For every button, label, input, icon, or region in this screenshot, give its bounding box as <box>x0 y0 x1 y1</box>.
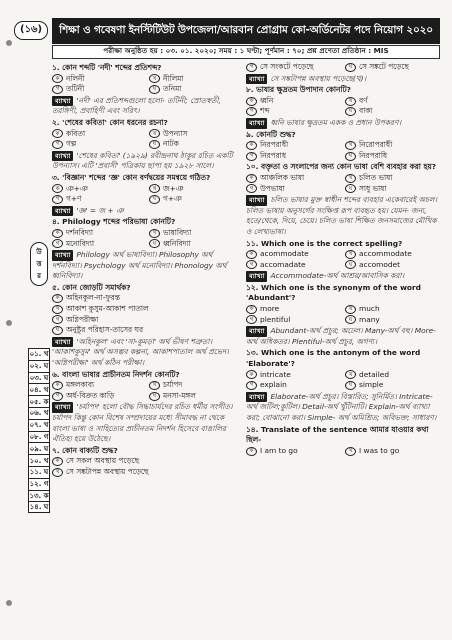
explanation <box>246 326 440 347</box>
text-label: Elaborate-অর্থ প্রচুর। বিস্তারিত; সুনির্মিত। Intricate- অর্থ জটিল;কুটিল। Detail-অর্থ খুঁটিনাটি। Explain-অর্থ ব্যাখ্যা করা; বোঝানো করা। Simple- অর্থ অমিশ্রিত; অবিভক্ত; সাধারণ। <box>246 391 437 422</box>
text-label: 'চর্যাপদ' হলো বৌদ্ধ সিদ্ধাচার্যদের রচিত ধর্মীয় সংগীত। চর্যাপদ কিন্তু কোন বিশেষ সম্প্রদায়ের মধ্যে সীমাবদ্ধ না থেকে বাংলা ভাষা ও সাহিত্যের প্রাচীনতম নিদর্শন হিসেবে বাঙালির ঐতিহ্য হয়ে উঠেছে। <box>52 402 233 444</box>
text-label: নাটক <box>163 139 179 149</box>
text-label: detailed <box>359 369 390 379</box>
question-7-continued <box>246 62 440 84</box>
text-label: গ+ণ <box>66 194 82 204</box>
answer-option <box>345 173 440 184</box>
text-label: acommodate <box>260 249 309 259</box>
options-list <box>246 62 440 73</box>
answer-option <box>246 173 341 184</box>
answer-option <box>345 184 440 195</box>
right-column <box>246 62 440 456</box>
text-label: নিরপরাধি <box>359 150 388 160</box>
option-marker: ক <box>246 141 257 150</box>
option-marker: ঘ <box>149 140 160 149</box>
text-label: সে সকল অবস্থায় পড়েছে <box>66 456 140 466</box>
option-marker: খ <box>52 305 63 314</box>
explanation <box>52 96 242 117</box>
text-label: উপভাষা <box>260 183 285 193</box>
answer-key-item: ০৪. খ <box>28 383 50 395</box>
answer-option <box>345 370 440 381</box>
answer-key-item: ০৮. গ <box>28 431 50 443</box>
answer-option <box>246 249 341 260</box>
answer-key-item: ০৩. ঘ <box>28 372 50 384</box>
question-12 <box>246 283 440 348</box>
option-marker: ঘ <box>345 381 356 390</box>
text-label: উপন্যাস <box>163 128 188 138</box>
answer-label <box>30 242 48 286</box>
text-label: explain <box>260 380 287 390</box>
answer-option <box>52 84 145 95</box>
answer-option <box>52 315 242 326</box>
answer-option <box>52 456 242 467</box>
option-marker: খ <box>345 305 356 314</box>
text-label: ব্যাখ্যা <box>246 271 267 282</box>
text-label: ব্যাখ্যা <box>246 118 267 129</box>
options-list <box>246 173 440 194</box>
text-label: আকাশ কুসুম-আকাশ পাতাল <box>66 304 149 314</box>
text-label: বাক্য <box>359 106 373 116</box>
text-label: অহিনকুল-না-ফুরন্ত <box>66 293 120 303</box>
text-label: নিরোপরাধী <box>359 140 393 150</box>
text-label: গ+ঞ <box>163 194 182 204</box>
explanation <box>52 151 242 172</box>
question-1 <box>52 63 242 117</box>
text-label: 'নদী' এর প্রতিশব্দগুলো হলো- তটিনী; স্রোতস্বতী, তরঙ্গিণী, প্রবাহিণী এবং সরিৎ। <box>52 95 221 116</box>
text-label: ৭. কোন বাক্যটি শুদ্ধ? <box>52 445 118 455</box>
answer-option <box>149 239 242 250</box>
explanation <box>52 250 242 282</box>
option-marker: গ <box>246 107 257 116</box>
question-8 <box>246 85 440 128</box>
options-list <box>52 456 242 477</box>
option-marker: ক <box>246 305 257 314</box>
question-2 <box>52 118 242 172</box>
question-7 <box>52 446 242 478</box>
option-marker: ক <box>246 97 257 106</box>
text-label: ৮. ভাষার ক্ষুদ্রতম উপাদান কোনটি? <box>246 85 351 95</box>
answer-key-item: ০১. খ <box>28 348 50 360</box>
text-label: accommodate <box>359 249 412 259</box>
text-label: অর্ধ-বিক্রত কাড়ি <box>66 390 115 400</box>
page-title: শিক্ষা ও গবেষণা ইনস্টিটিউট উপজেলা/আরবান প্রোগ্রাম কো-অর্ডিনেটর পদে নিয়োগ ২০২০ <box>52 18 440 44</box>
text-label: নিরপরাধ <box>260 150 286 160</box>
text-label: কবিতা <box>66 128 86 138</box>
option-marker: খ <box>149 184 160 193</box>
answer-option <box>52 129 145 140</box>
option-marker: ক <box>52 294 63 303</box>
page-number: (১৬) <box>14 21 48 40</box>
option-marker: খ <box>345 447 356 456</box>
text-label: ৯. কোনটি শুদ্ধ? <box>246 129 296 139</box>
answer-key-item: ১৩. ক <box>28 490 50 502</box>
text-label: তটিনী <box>66 84 85 94</box>
answer-option <box>52 380 145 391</box>
text-label: ব্যাখ্যা <box>52 96 73 107</box>
options-list <box>246 140 440 161</box>
text-label: সে সংকটে পড়েছে <box>260 62 314 71</box>
answer-option <box>345 106 440 117</box>
explanation <box>246 195 440 237</box>
text-label: Philology অর্থ ভাষাবিদ্যা। Philosophy অর্থ দর্শনবিদ্যা। Psychology অর্থ মনোবিদ্যা। Phonology অর্থ ধ্বনিবিদ্যা। <box>52 250 227 281</box>
option-marker: ক <box>52 74 63 83</box>
explanation <box>246 271 440 282</box>
question-11 <box>246 239 440 282</box>
text-label: সাধু ভাষা <box>359 183 387 193</box>
option-marker: ঘ <box>149 195 160 204</box>
option-marker: ঘ <box>345 107 356 116</box>
option-marker: ঘ <box>52 326 63 335</box>
answer-option <box>52 194 145 205</box>
answer-option <box>149 129 242 140</box>
text-label: ব্যাখ্যা <box>52 206 73 217</box>
answer-option <box>52 239 145 250</box>
options-list <box>52 228 242 249</box>
option-marker: ঘ <box>345 152 356 161</box>
option-marker: গ <box>246 315 257 324</box>
answer-option <box>246 260 341 271</box>
text-label: নিরপরাধী <box>260 140 289 150</box>
text-label: ১. কোন শব্দটি 'নদী' শব্দের প্রতিশব্দ? <box>52 63 162 72</box>
answer-key-item: ১০. খ <box>28 454 50 466</box>
option-marker: ক <box>52 129 63 138</box>
text-label: মনোবিদ্যা <box>66 238 95 248</box>
option-marker: ক <box>246 174 257 183</box>
answer-option <box>246 304 341 315</box>
answer-option <box>149 391 242 402</box>
option-marker: খ <box>149 74 160 83</box>
answer-option <box>149 194 242 205</box>
explanation <box>52 337 242 369</box>
text-label: ব্যাখ্যা <box>246 392 267 403</box>
answer-option <box>246 151 341 162</box>
text-label: ব্যাখ্যা <box>52 250 73 261</box>
text-label: ১০. বক্তৃতা ও সংলাপের জন্য কোন ভাষা বেশি ব্যবহার করা হয়? <box>246 162 437 172</box>
answer-option <box>246 370 341 381</box>
answer-option <box>52 467 242 478</box>
answer-option <box>345 380 440 391</box>
text-label: জ+ঞ <box>163 183 184 193</box>
text-label: ৩. 'বিজ্ঞান' শব্দের 'জ্ঞ' কোন বর্ণদ্বয়ের সমন্বয়ে গঠিত? <box>52 172 211 182</box>
explanation <box>246 118 440 129</box>
option-marker: খ <box>345 141 356 150</box>
exam-info: পরীক্ষা অনুষ্ঠিত হয় : ০৩. ০১. ২০২০; সময় : ১ ঘণ্টা; পূর্ণমান : ৭০; প্রশ্ন প্রণেতা প্রতিষ্ঠান : MIS <box>52 45 440 59</box>
option-marker: গ <box>52 315 63 324</box>
option-marker: ক <box>52 381 63 390</box>
answer-option <box>149 380 242 391</box>
question-5 <box>52 283 242 369</box>
text-label: more <box>260 304 280 314</box>
answer-key-item: ১১. ঘ <box>28 466 50 478</box>
answer-option <box>52 293 242 304</box>
option-marker: ঘ <box>149 85 160 94</box>
answer-option <box>246 380 341 391</box>
option-marker: গ <box>52 85 63 94</box>
binding-hole <box>6 40 12 46</box>
text-label: many <box>359 314 380 324</box>
text-label: চলিত ভাষা <box>359 172 393 182</box>
option-marker: খ <box>345 174 356 183</box>
text-label: 'অহিনকুল' এবং 'সা-কুমড়া' অর্থ ভীষণ শত্রুতা। 'আকাশকুসুম' অর্থ অসম্ভব কল্পনা, আকাশপাতাল অর্থ প্রভেদ। 'অগ্নিপরীক্ষা' অর্থ কঠিন পরীক্ষা। <box>52 336 229 368</box>
text-label: ভাষাবিদ্যা <box>163 227 192 237</box>
answer-option <box>52 139 145 150</box>
binding-hole <box>6 600 12 606</box>
text-label: ৫. কোন জোড়টি সমার্থক? <box>52 282 131 292</box>
explanation <box>52 402 242 444</box>
answer-option <box>52 228 145 239</box>
text-label: 'শেষের কবিতা' (১৯২৯) রবীন্দ্রনাথ ঠাকুর রচিত একটি উপন্যাস। এটি 'প্রবাসী' পত্রিকায় ছাপা হয় ১৯২৮ সালে। <box>52 150 233 171</box>
option-marker: গ <box>52 195 63 204</box>
text-label: মঙ্গলকাব্য <box>66 380 95 390</box>
text-label: ত্ত <box>36 260 42 268</box>
option-marker: গ <box>246 63 257 72</box>
question-14 <box>246 425 440 457</box>
answer-key-item: ০৫. ক <box>28 395 50 407</box>
options-list <box>52 293 242 335</box>
text-label: অনুষ্টুর পরিহাস-তাসের ঘর <box>66 325 144 335</box>
text-label: দর্শনবিদ্যা <box>66 227 94 237</box>
option-marker: খ <box>345 97 356 106</box>
text-label: গল্প <box>66 139 77 149</box>
text-label: ব্যাখ্যা <box>52 402 73 413</box>
answer-option <box>52 391 145 402</box>
text-label: তনিমা <box>163 84 182 94</box>
answer-option <box>52 74 145 85</box>
text-label: I am to go <box>260 445 298 455</box>
text-label: ব্যাখ্যা <box>246 326 267 337</box>
text-label: সে সঙ্কটে পড়েছে <box>359 62 409 71</box>
answer-option <box>149 74 242 85</box>
option-marker: খ <box>149 229 160 238</box>
answer-option <box>52 184 145 195</box>
answer-option <box>149 84 242 95</box>
option-marker: গ <box>246 184 257 193</box>
answer-option <box>149 184 242 195</box>
answer-option <box>149 228 242 239</box>
answer-key-item: ০২. ঘ <box>28 360 50 372</box>
text-label: ধ্বনি <box>260 95 274 105</box>
text-label: intricate <box>260 369 291 379</box>
option-marker: ঘ <box>345 63 356 72</box>
option-marker: খ <box>149 381 160 390</box>
options-list <box>52 129 242 150</box>
answer-option <box>246 446 341 457</box>
text-label: ১৩. Which one is the antonym of the word 'Elaborate'? <box>246 348 421 369</box>
option-marker: খ <box>149 129 160 138</box>
option-marker: ঘ <box>345 184 356 193</box>
text-label: ৪. Philology শব্দের পরিভাষা কোনটি? <box>52 217 176 227</box>
answer-option <box>246 62 341 73</box>
text-label: ব্যাখ্যা <box>52 337 73 348</box>
explanation <box>246 74 440 85</box>
answer-option <box>345 304 440 315</box>
option-marker: ঘ <box>345 315 356 324</box>
answer-option <box>345 96 440 107</box>
answer-option <box>246 140 341 151</box>
options-list <box>246 249 440 270</box>
answer-option <box>52 325 242 336</box>
answer-option <box>345 62 440 73</box>
option-marker: গ <box>52 140 63 149</box>
question-13 <box>246 348 440 423</box>
option-marker: ক <box>52 184 63 193</box>
answer-option <box>345 151 440 162</box>
answer-option <box>345 249 440 260</box>
explanation <box>246 392 440 424</box>
answer-option <box>246 184 341 195</box>
text-label: বর্ণ <box>359 95 368 105</box>
options-list <box>52 74 242 95</box>
options-list <box>52 184 242 205</box>
options-list <box>246 370 440 391</box>
left-column <box>52 62 242 478</box>
question-10 <box>246 162 440 237</box>
explanation <box>52 206 242 217</box>
text-label: চর্যাপদ <box>163 380 183 390</box>
option-marker: ক <box>246 250 257 259</box>
text-label: উ <box>36 248 42 256</box>
text-label: মনসা-মঙ্গল <box>163 390 196 400</box>
text-label: Accommodate-অর্থ আশ্রয়/আবাসিক করা। <box>270 271 405 281</box>
text-label: সে সঙ্কটাপন্ন অবস্থায় পড়েছে(খ)। <box>270 73 367 83</box>
text-label: ব্যাখ্যা <box>246 195 267 206</box>
text-label: র <box>37 272 41 280</box>
text-label: ১৪. Translate of the sentence আমার যাওয়ার কথা ছিল- <box>246 424 429 445</box>
answer-option <box>246 96 341 107</box>
answer-option <box>345 446 440 457</box>
text-label: ৬. বাংলা ভাষার প্রাচীনতম নিদর্শন কোনটি? <box>52 369 180 379</box>
answer-key-item: ১৪. ঘ <box>29 503 49 512</box>
answer-key-item: ১২. গ <box>28 478 50 490</box>
text-label: much <box>359 304 380 314</box>
options-list <box>246 304 440 325</box>
answer-option <box>149 139 242 150</box>
answer-key-item: ০৯. ঘ <box>28 442 50 454</box>
text-label: ধ্বনি ভাষার ক্ষুদ্রতম একক ও প্রধান উপকরণ। <box>270 117 402 127</box>
option-marker: ক <box>246 370 257 379</box>
answer-option <box>246 315 341 326</box>
option-marker: গ <box>52 239 63 248</box>
options-list <box>246 446 440 457</box>
option-marker: ক <box>52 229 63 238</box>
text-label: ১১. Which one is the correct spelling? <box>246 238 403 248</box>
option-marker: খ <box>52 468 63 477</box>
option-marker: ক <box>246 447 257 456</box>
answer-option <box>52 304 242 315</box>
option-marker: ঘ <box>149 239 160 248</box>
text-label: accomodet <box>359 259 401 269</box>
text-label: I was to go <box>359 445 400 455</box>
text-label: ধ্বনিবিদ্যা <box>163 238 191 248</box>
option-marker: গ <box>52 392 63 401</box>
text-label: ব্যাখ্যা <box>52 151 73 162</box>
text-label: নলিনী <box>66 73 85 83</box>
question-9 <box>246 130 440 162</box>
text-label: সে সঙ্কটাপন্ন অবস্থায় পড়েছে <box>66 466 149 476</box>
text-label: চলিত ভাষার মুক্ত স্বাধীন শব্দের ব্যবহার একেবারেই অচল। চলিত ভাষায় অনুসর্গের সংক্ষিপ্ত রূপ ব্যবহৃত হয়। যেমন- জন্য, হতে/থেকে, দিয়ে, চেয়ে। চলিত ভাষা শিক্ষিত জনসমাজের মৌখিক ও লেখ্যভাষা। <box>246 195 438 236</box>
answer-key <box>28 348 50 513</box>
option-marker: ক <box>52 457 63 466</box>
text-label: অগ্নিপরীক্ষা <box>66 314 99 324</box>
answer-option <box>345 260 440 271</box>
text-label: simple <box>359 380 384 390</box>
text-label: শব্দ <box>260 106 270 116</box>
text-label: accomadate <box>260 259 306 269</box>
text-label: ঞ+ঞ <box>66 183 88 193</box>
answer-option <box>345 140 440 151</box>
question-6 <box>52 370 242 445</box>
text-label: আঞ্চলিক ভাষা <box>260 172 305 182</box>
option-marker: ঘ <box>345 260 356 269</box>
answer-key-item: ০৭. খ <box>28 419 50 431</box>
option-marker: খ <box>345 250 356 259</box>
text-label: Abundant-অর্থ প্রচুর; অঢেল। Many-অর্থ বহু। More-অর্থ অধিকতর। Plentiful-অর্থ প্রচুর, অগণ্য। <box>246 326 436 346</box>
text-label: plentiful <box>260 314 291 324</box>
answer-option <box>345 315 440 326</box>
text-label: ব্যাখ্যা <box>246 74 267 85</box>
answer-key-item: ০৬. খ <box>28 407 50 419</box>
text-label: ২. 'শেষের কবিতা' কোন ধরনের রচনা? <box>52 117 168 127</box>
text-label: 'জ্ঞ' = জ + ঞ <box>76 205 124 215</box>
option-marker: গ <box>246 260 257 269</box>
answer-option <box>246 106 341 117</box>
option-marker: ঘ <box>149 392 160 401</box>
option-marker: খ <box>345 370 356 379</box>
binding-hole <box>6 320 12 326</box>
options-list <box>52 380 242 401</box>
question-4 <box>52 217 242 282</box>
option-marker: গ <box>246 152 257 161</box>
text-label: ১২. Which one is the synonym of the word 'Abundant'? <box>246 282 421 303</box>
options-list <box>246 96 440 117</box>
option-marker: গ <box>246 381 257 390</box>
question-3 <box>52 173 242 216</box>
text-label: নীলিমা <box>163 73 184 83</box>
